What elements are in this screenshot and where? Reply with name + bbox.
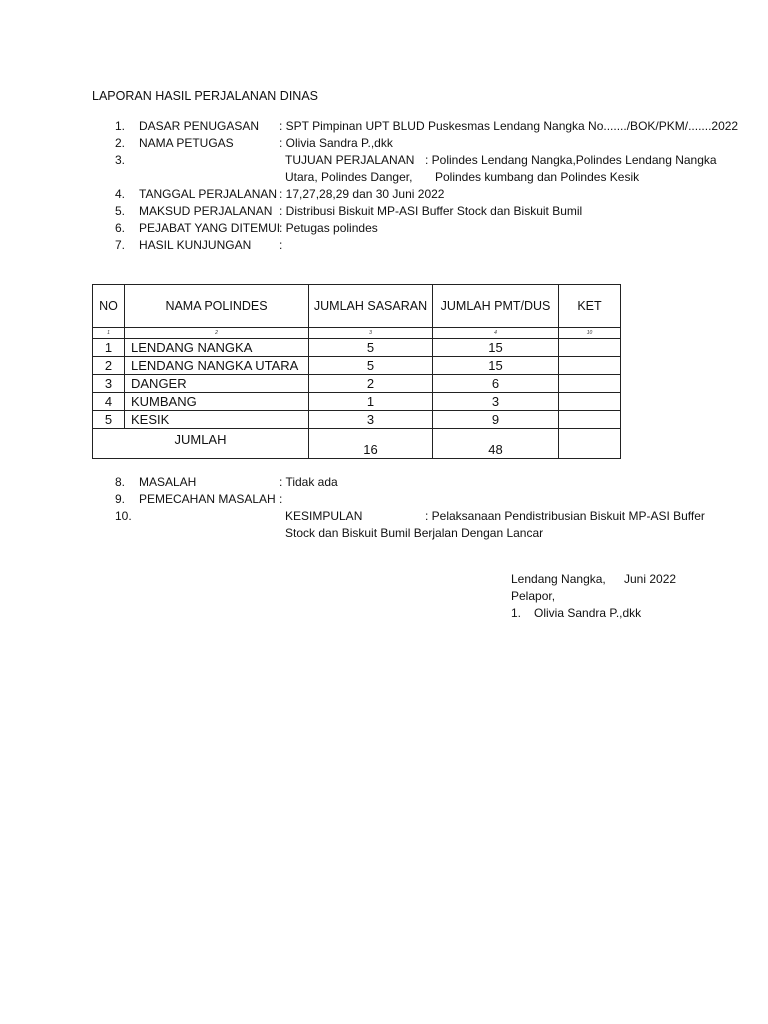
- header-no: NO: [93, 285, 125, 328]
- item-5-value: : Distribusi Biskuit MP-ASI Buffer Stock dan Biskuit Bumil: [279, 204, 583, 218]
- item-5-num: 5.: [115, 204, 126, 218]
- item-3-value-line3: Polindes kumbang dan Polindes Kesik: [435, 170, 640, 184]
- polindes-table: [92, 284, 621, 459]
- header-ket: KET: [559, 285, 621, 328]
- item-8-num: 8.: [115, 475, 126, 489]
- item-10-label: KESIMPULAN: [285, 509, 363, 523]
- row-pmt: 15: [433, 339, 559, 357]
- row-ket: [559, 375, 621, 393]
- table-header-row: [93, 285, 621, 328]
- row-sasaran: 5: [309, 357, 433, 375]
- index-cell: 2: [125, 328, 309, 339]
- header-jumlah-sasaran: JUMLAH SASARAN: [309, 285, 433, 328]
- item-10-num: 10.: [115, 509, 132, 523]
- index-cell: 3: [309, 328, 433, 339]
- table-row: [93, 357, 621, 375]
- item-3-value: : Polindes Lendang Nangka,Polindes Lendang Nangka: [425, 153, 717, 167]
- row-nama: LENDANG NANGKA: [125, 339, 309, 357]
- index-cell: 1: [93, 328, 125, 339]
- row-pmt: 3: [433, 393, 559, 411]
- signature-num: 1.: [511, 606, 522, 620]
- item-3-value-line2: Utara, Polindes Danger,: [285, 170, 413, 184]
- item-6-value: : Petugas polindes: [279, 221, 378, 235]
- row-sasaran: 5: [309, 339, 433, 357]
- row-nama: KUMBANG: [125, 393, 309, 411]
- table-index-row: [93, 328, 621, 339]
- signature-name: Olivia Sandra P.,dkk: [534, 606, 642, 620]
- row-pmt: 6: [433, 375, 559, 393]
- item-6-num: 6.: [115, 221, 126, 235]
- total-label: JUMLAH: [93, 429, 309, 459]
- row-pmt: 15: [433, 357, 559, 375]
- item-8-label: MASALAH: [139, 475, 197, 489]
- item-7-num: 7.: [115, 238, 126, 252]
- item-9-label: PEMECAHAN MASALAH: [139, 492, 276, 506]
- row-nama: DANGER: [125, 375, 309, 393]
- item-6-label: PEJABAT YANG DITEMUI: [139, 221, 281, 235]
- item-8-value: : Tidak ada: [279, 475, 338, 489]
- signature-role: Pelapor,: [511, 589, 556, 603]
- row-nama: KESIK: [125, 411, 309, 429]
- signature-place: Lendang Nangka,: [511, 572, 606, 586]
- item-9-value: :: [279, 492, 283, 506]
- item-4-value: : 17,27,28,29 dan 30 Juni 2022: [279, 187, 445, 201]
- table-row: [93, 411, 621, 429]
- row-no: 4: [93, 393, 125, 411]
- signature-date: Juni 2022: [624, 572, 677, 586]
- row-sasaran: 3: [309, 411, 433, 429]
- row-no: 3: [93, 375, 125, 393]
- item-2-value: : Olivia Sandra P.,dkk: [279, 136, 393, 150]
- table-row: [93, 393, 621, 411]
- item-9-num: 9.: [115, 492, 126, 506]
- report-title: LAPORAN HASIL PERJALANAN DINAS: [92, 89, 318, 103]
- header-nama-polindes: NAMA POLINDES: [125, 285, 309, 328]
- item-10-value: : Pelaksanaan Pendistribusian Biskuit MP-ASI Buffer: [425, 509, 705, 523]
- index-cell: 10: [559, 328, 621, 339]
- item-3-num: 3.: [115, 153, 126, 167]
- table-row: [93, 375, 621, 393]
- index-cell: 4: [433, 328, 559, 339]
- row-ket: [559, 393, 621, 411]
- row-no: 1: [93, 339, 125, 357]
- row-no: 2: [93, 357, 125, 375]
- header-jumlah-pmt: JUMLAH PMT/DUS: [433, 285, 559, 328]
- table-row: [93, 339, 621, 357]
- row-no: 5: [93, 411, 125, 429]
- row-nama: LENDANG NANGKA UTARA: [125, 357, 309, 375]
- item-2-label: NAMA PETUGAS: [139, 136, 234, 150]
- item-10-value-line2: Stock dan Biskuit Bumil Berjalan Dengan Lancar: [285, 526, 544, 540]
- row-sasaran: 1: [309, 393, 433, 411]
- row-sasaran: 2: [309, 375, 433, 393]
- table-total-row: [93, 429, 621, 459]
- item-1-label: DASAR PENUGASAN: [139, 119, 260, 133]
- total-ket: [559, 429, 621, 459]
- item-1-value: : SPT Pimpinan UPT BLUD Puskesmas Lendang Nangka No......./BOK/PKM/.......2022: [279, 119, 739, 133]
- item-3-label: TUJUAN PERJALANAN: [285, 153, 415, 167]
- item-1-num: 1.: [115, 119, 126, 133]
- item-7-value: :: [279, 238, 283, 252]
- row-pmt: 9: [433, 411, 559, 429]
- total-pmt: 48: [433, 429, 559, 459]
- item-4-num: 4.: [115, 187, 126, 201]
- row-ket: [559, 411, 621, 429]
- item-4-label: TANGGAL PERJALANAN: [139, 187, 278, 201]
- item-2-num: 2.: [115, 136, 126, 150]
- item-5-label: MAKSUD PERJALANAN: [139, 204, 273, 218]
- item-7-label: HASIL KUNJUNGAN: [139, 238, 252, 252]
- row-ket: [559, 357, 621, 375]
- total-sasaran: 16: [309, 429, 433, 459]
- row-ket: [559, 339, 621, 357]
